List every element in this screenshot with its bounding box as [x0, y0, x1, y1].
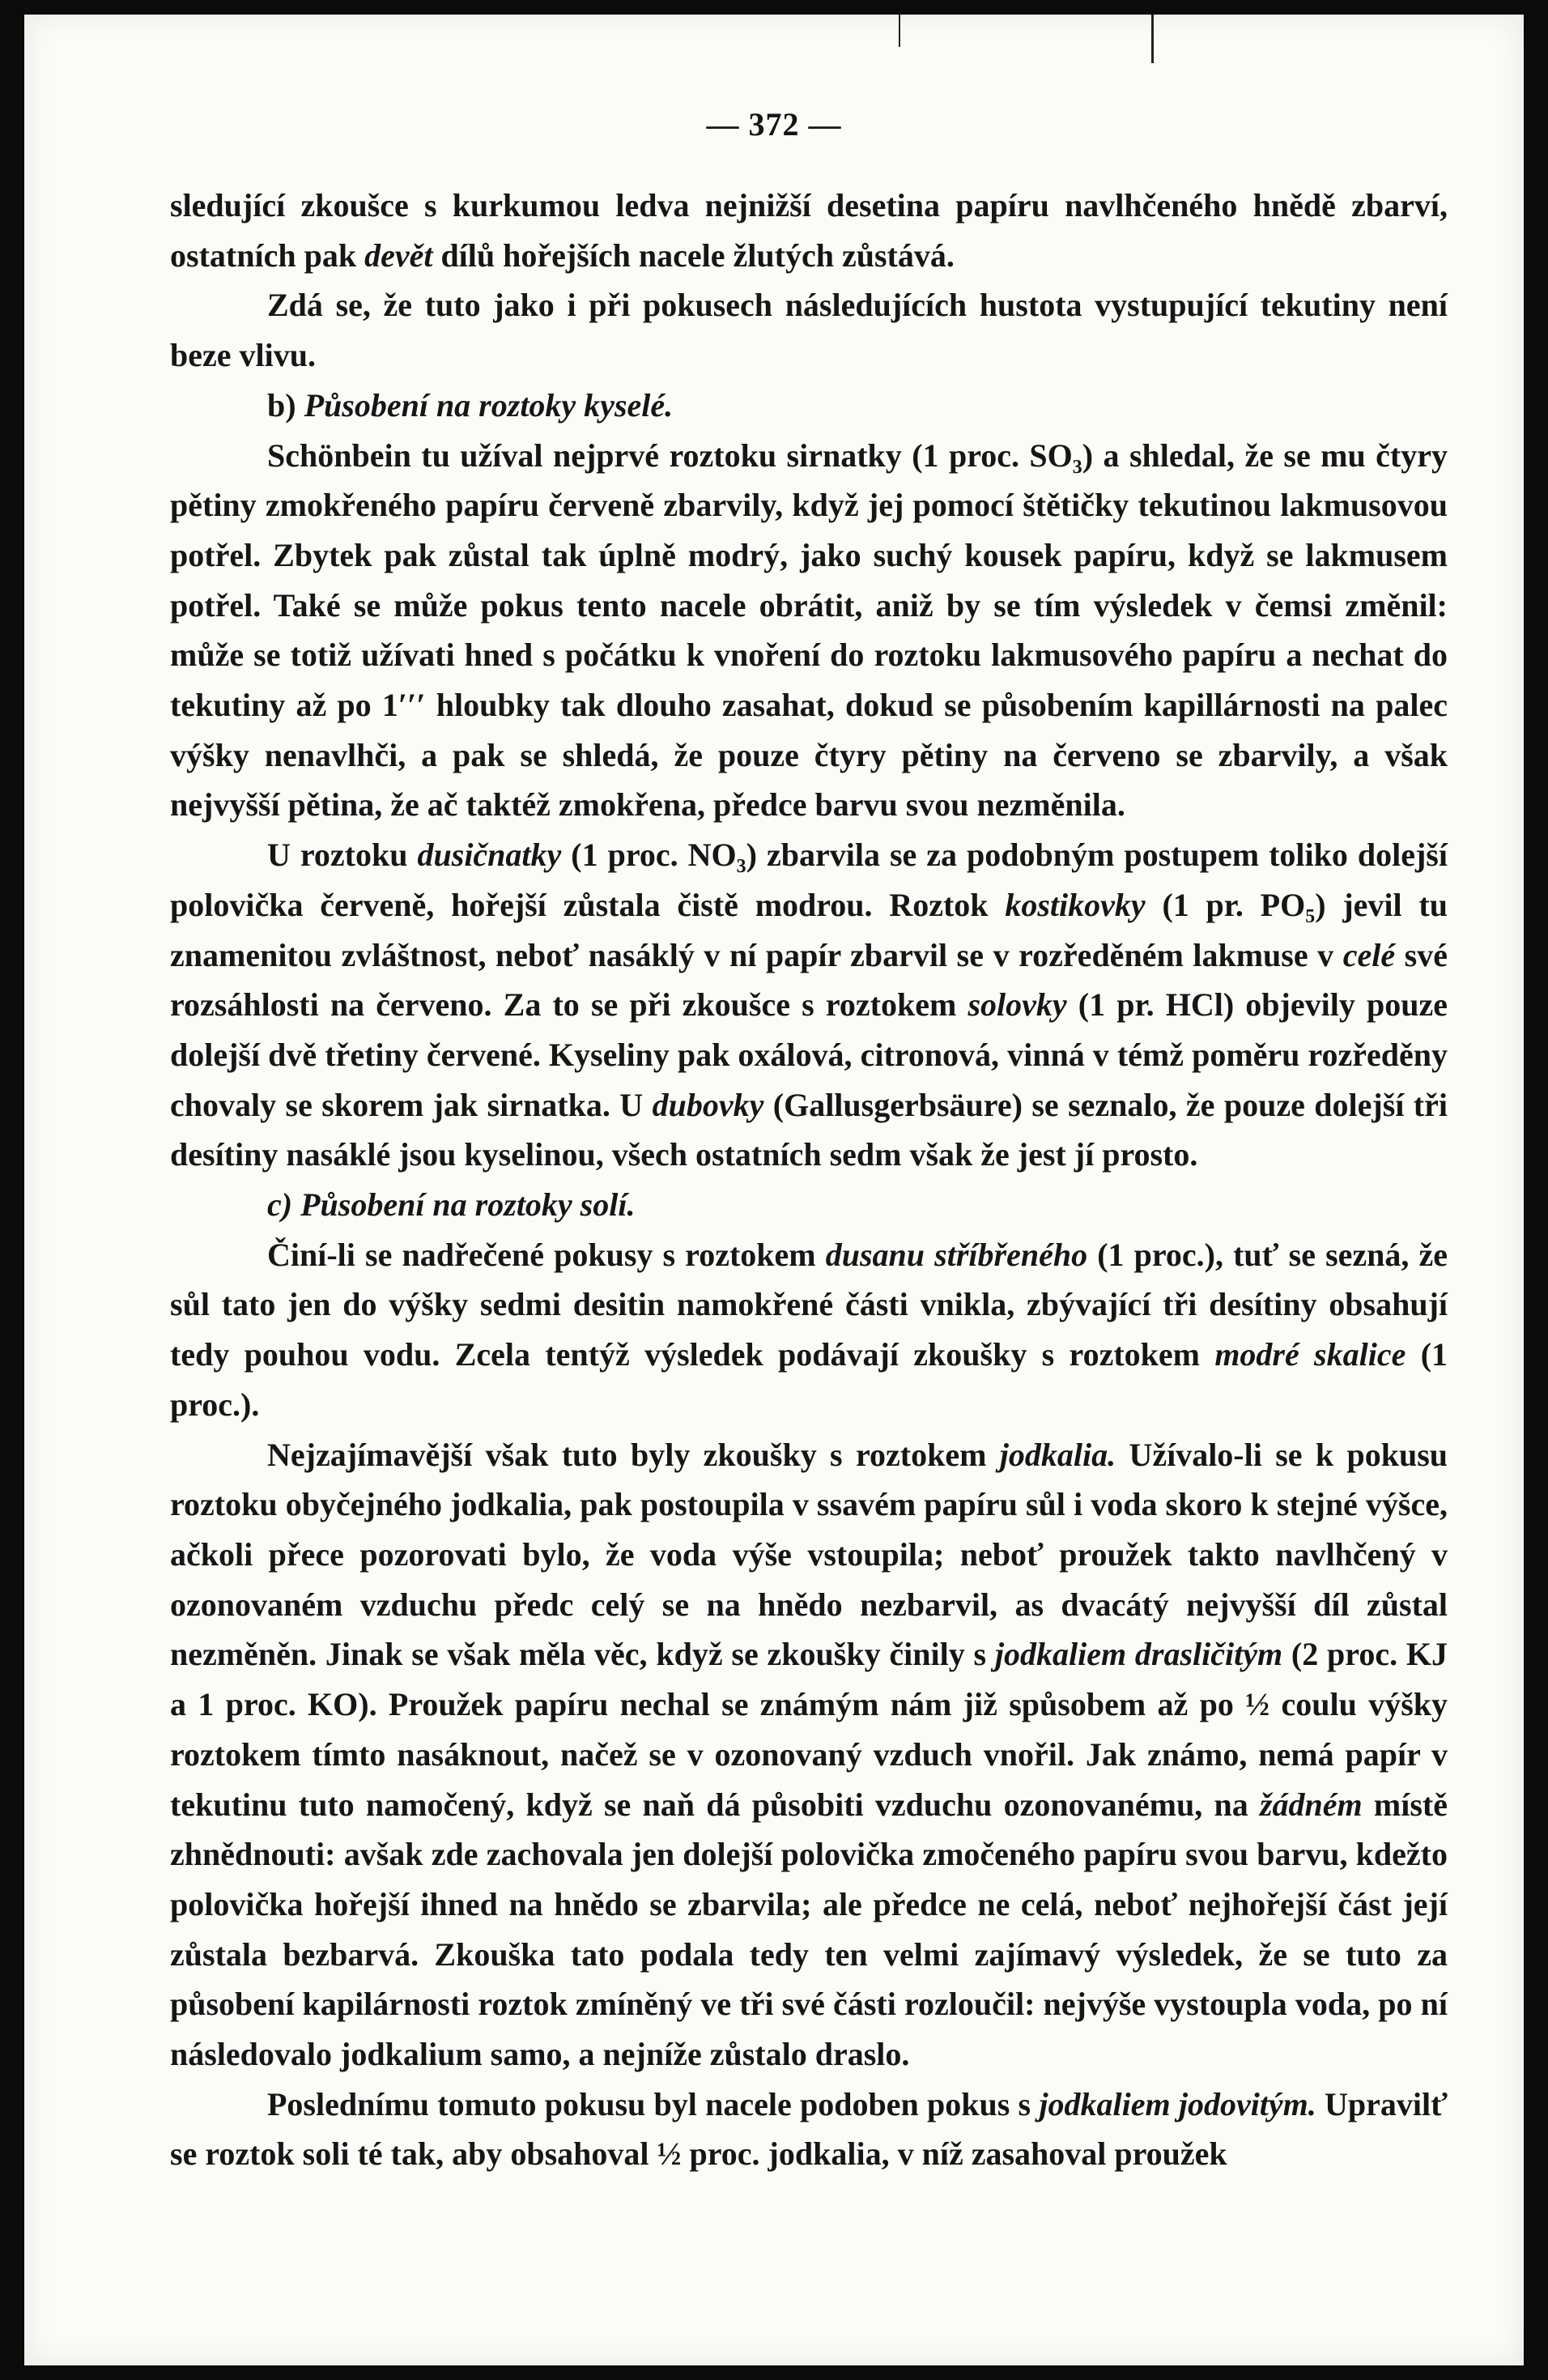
text-run: dílů hořejších nacele žlutých zůstává.	[432, 236, 955, 274]
paragraph-p8	[170, 1430, 1448, 2080]
text-run: Schönbein tu užíval nejprvé roztoku sirnatky (1 proc. SO₃) a shledal, že se mu čtyry pětiny zmokřeného papíru červeně zbarvily, když jej pomocí štětičky tekutinou lakmusovou potřel. Zbytek pak zůstal tak úplně modrý, jako suchý kousek papíru, když se lakmusem potřel. Také se může pokus tento nacele obrátit, aniž by se tím výsledek v čemsi změnil: může se totiž užívati hned s počátku k vnoření do roztoku lakmusového papíru a nechat do tekutiny až po 1′′′ hloubky tak dlouho zasahat, dokud se působením kapillárnosti na palec výšky nenavlhči, a pak se shledá, že pouze čtyry pětiny na červeno se zbarvily, a však nejvyšší pětina, že ač taktéž zmokřena, předce barvu svou nezměnila.	[170, 436, 1448, 824]
text-run: (1 proc. NO₃) zbarvila se za podobným postupem toliko dolejší polovička červeně, hořejší zůstala čistě modrou. Roztok	[170, 837, 1448, 923]
italic-run: celé	[1342, 936, 1396, 973]
page-number: — 372 —	[706, 106, 842, 143]
italic-run: kostikovky	[1005, 886, 1146, 923]
paragraph-p9	[170, 2080, 1448, 2179]
paragraph-p7	[170, 1230, 1448, 1430]
text-run: sledující zkoušce s kurkumou ledva nejnižší desetina papíru navlhčeného hnědě zbarví, ostatních pak	[170, 187, 1448, 274]
italic-run: devět	[364, 236, 433, 274]
italic-run: modré skalice	[1214, 1336, 1406, 1373]
text-run: Upravilť se roztok soli té tak, aby obsahoval ½ proc. jodkalia, v níž zasahoval proužek	[170, 2085, 1448, 2173]
paragraph-p2	[170, 280, 1448, 380]
book-page	[24, 15, 1524, 2365]
text-run: (1 pr. HCl) objevily pouze dolejší dvě třetiny červené. Kyseliny pak oxálová, citronová, vinná v témž poměru rozředěny chovaly se skorem jak sirnatka. U	[170, 986, 1448, 1123]
body-text	[170, 181, 1448, 2179]
italic-run: jodkaliem drasličitým	[994, 1636, 1283, 1673]
paragraph-p6	[170, 1180, 1448, 1230]
italic-run: jodkaliem jodovitým.	[1039, 2085, 1316, 2122]
text-run: Nejzajímavější však tuto byly zkoušky s roztokem	[267, 1436, 1000, 1473]
paragraph-p3	[170, 381, 1448, 431]
italic-run: jodkalia.	[999, 1436, 1116, 1473]
paragraph-p5	[170, 830, 1448, 1180]
italic-run: dubovky	[652, 1086, 764, 1123]
text-run: (1 pr. PO₅) jevil tu znamenitou zvláštnost, neboť nasáklý v ní papír zbarvil se v rozředěném lakmuse v	[170, 886, 1448, 973]
text-run: Zdá se, že tuto jako i při pokusech následujících hustota vystupující tekutiny není beze vlivu.	[170, 287, 1448, 374]
italic-run: dusanu stříbřeného	[825, 1236, 1088, 1273]
text-run: (1 proc.), tuť se sezná, že sůl tato jen do výšky sedmi desitin namokřené části vnikla, zbývající tři desítiny obsahují tedy pouhou vodu. Zcela tentýž výsledek podávají zkoušky s roztokem	[170, 1236, 1448, 1373]
text-run: (Gallusgerbsäure) se seznalo, že pouze dolejší tři desítiny nasáklé jsou kyselinou, všech ostatních sedm však že jest jí prosto.	[170, 1086, 1448, 1173]
italic-run: žádném	[1259, 1786, 1363, 1823]
italic-run: solovky	[968, 986, 1067, 1024]
text-run: své rozsáhlosti na červeno. Za to se při zkoušce s roztokem	[170, 936, 1448, 1024]
text-run: (2 proc. KJ a 1 proc. KO). Proužek papíru nechal se známým nám již spůsobem až po ½ coulu výšky roztokem tímto nasáknout, načež se v ozonovaný vzduch vnořil. Jak známo, nemá papír v tekutinu tuto namočený, když se naň dá působiti vzduchu ozonovanému, na	[170, 1636, 1448, 1823]
paragraph-p4	[170, 431, 1448, 831]
italic-run: Působení na roztoky kyselé.	[304, 386, 674, 424]
text-run: Poslednímu tomuto pokusu byl nacele podoben pokus s	[267, 2085, 1040, 2122]
italic-run: c) Působení na roztoky solí.	[267, 1186, 636, 1224]
scan-mark	[899, 15, 900, 47]
text-run: (1 proc.).	[170, 1336, 1448, 1423]
text-run: U roztoku	[267, 837, 418, 874]
paragraph-p1	[170, 181, 1448, 280]
text-run: Činí-li se nadřečené pokusy s roztokem	[267, 1236, 826, 1273]
italic-run: dusičnatky	[417, 837, 562, 874]
text-run: Užívalo-li se k pokusu roztoku obyčejného jodkalia, pak postoupila v ssavém papíru sůl i voda skoro k stejné výšce, ačkoli přece pozorovati bylo, že voda výše vstoupila; neboť proužek takto navlhčený v ozonovaném vzduchu předc celý se na hnědo nezbarvil, as dvacátý nejvyšší díl zůstal nezměněn. Jinak se však měla věc, když se zkoušky činily s	[170, 1436, 1448, 1673]
text-run: místě zhnědnouti: avšak zde zachovala jen dolejší polovička zmočeného papíru svou barvu, kdežto polovička hořejší ihned na hnědo se zbarvila; ale předce ne celá, neboť nejhořejší část její zůstala bezbarvá. Zkouška tato podala tedy ten velmi zajímavý výsledek, že se tuto za působení kapilárnosti roztok zmíněný ve tři své části rozloučil: nejvýše vystoupla voda, po ní následovalo jodkalium samo, a nejníže zůstalo draslo.	[170, 1786, 1448, 2073]
text-run: b)	[267, 386, 304, 424]
scan-mark	[1151, 15, 1154, 63]
